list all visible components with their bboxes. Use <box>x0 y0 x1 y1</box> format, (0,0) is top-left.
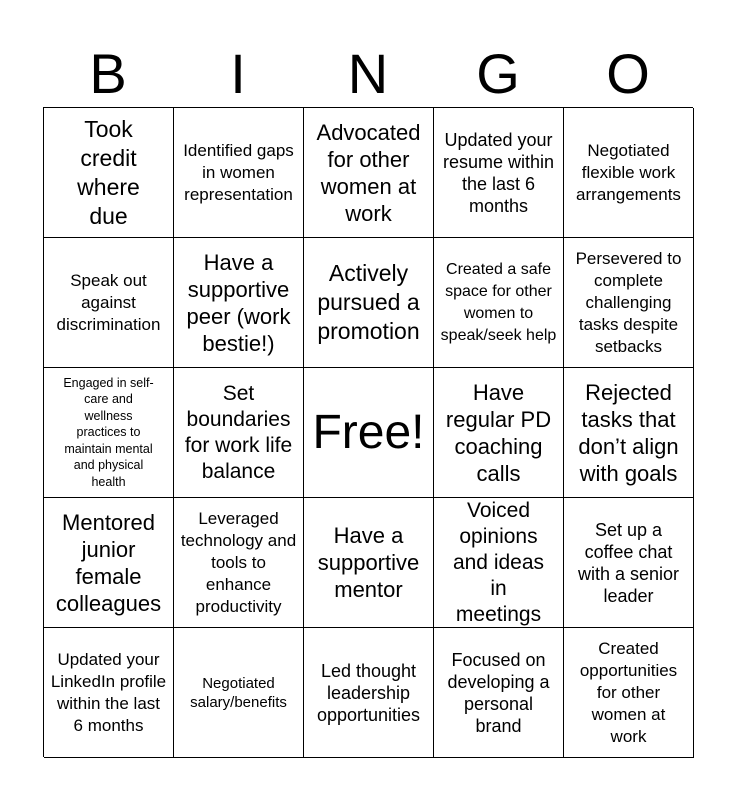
header-letter-g: G <box>476 42 520 105</box>
bingo-cell[interactable] <box>434 628 564 758</box>
bingo-cell[interactable] <box>44 628 174 758</box>
bingo-cell[interactable] <box>564 628 694 758</box>
cell-text: Set up a coffee chat with a senior leader <box>577 519 680 606</box>
cell-text: Persevered to complete challenging tasks despite setbacks <box>575 248 682 356</box>
cell-text: Created opportunities for other women at work <box>579 638 678 746</box>
header-letter-b: B <box>89 42 127 105</box>
cell-text: Negotiated salary/benefits <box>190 674 287 711</box>
cell-text: Led thought leadership opportunities <box>316 660 421 725</box>
cell-text: Actively pursued a promotion <box>317 260 420 344</box>
cell-text: Negotiated flexible work arrangements <box>576 140 681 204</box>
bingo-cell[interactable] <box>304 108 434 238</box>
bingo-cell[interactable] <box>44 498 174 628</box>
bingo-cell[interactable] <box>174 628 304 758</box>
cell-text: Advocated for other women at work <box>316 119 421 226</box>
cell-text: Leveraged technology and tools to enhance productivity <box>180 508 297 616</box>
cell-text: Have regular PD coaching calls <box>445 379 552 486</box>
bingo-cell[interactable] <box>564 368 694 498</box>
bingo-header <box>43 40 693 108</box>
header-letter-o: O <box>606 42 650 105</box>
cell-text: Focused on developing a personal brand <box>447 649 550 736</box>
cell-text: Created a safe space for other women to speak/seek help <box>440 260 557 344</box>
bingo-cell[interactable] <box>304 498 434 628</box>
bingo-cell[interactable] <box>174 238 304 368</box>
bingo-cell[interactable] <box>44 368 174 498</box>
bingo-cell[interactable] <box>434 108 564 238</box>
cell-text: Identified gaps in women representation <box>183 140 294 204</box>
bingo-cell[interactable] <box>174 498 304 628</box>
cell-text: Engaged in self-care and wellness practices to maintain mental and physical health <box>63 375 154 489</box>
free-space-text: Free! <box>312 405 425 459</box>
cell-text: Rejected tasks that don’t align with goals <box>578 379 679 486</box>
cell-text: Mentored junior female colleagues <box>55 509 162 616</box>
bingo-cell[interactable] <box>174 368 304 498</box>
cell-text: Have a supportive mentor <box>317 523 420 602</box>
bingo-cell[interactable] <box>304 238 434 368</box>
cell-text: Voiced opinions and ideas in meetings <box>452 498 545 626</box>
header-letter-i: I <box>230 42 246 105</box>
bingo-cell[interactable] <box>434 498 564 628</box>
header-letter-n: N <box>347 42 389 105</box>
bingo-cell-free[interactable] <box>304 368 434 498</box>
cell-text: Took credit where due <box>77 115 140 229</box>
bingo-cell[interactable] <box>564 108 694 238</box>
bingo-cell[interactable] <box>304 628 434 758</box>
cell-text: Updated your resume within the last 6 months <box>442 129 555 216</box>
cell-text: Speak out against discrimination <box>56 270 161 334</box>
cell-text: Have a supportive peer (work bestie!) <box>186 249 291 356</box>
bingo-cell[interactable] <box>174 108 304 238</box>
bingo-cell[interactable] <box>44 108 174 238</box>
bingo-cell[interactable] <box>434 238 564 368</box>
cell-text: Set boundaries for work life balance <box>184 381 293 483</box>
cell-text: Updated your LinkedIn profile within the last 6 months <box>50 649 167 735</box>
bingo-cell[interactable] <box>564 498 694 628</box>
bingo-cell[interactable] <box>564 238 694 368</box>
bingo-board <box>43 107 693 757</box>
bingo-cell[interactable] <box>434 368 564 498</box>
bingo-cell[interactable] <box>44 238 174 368</box>
